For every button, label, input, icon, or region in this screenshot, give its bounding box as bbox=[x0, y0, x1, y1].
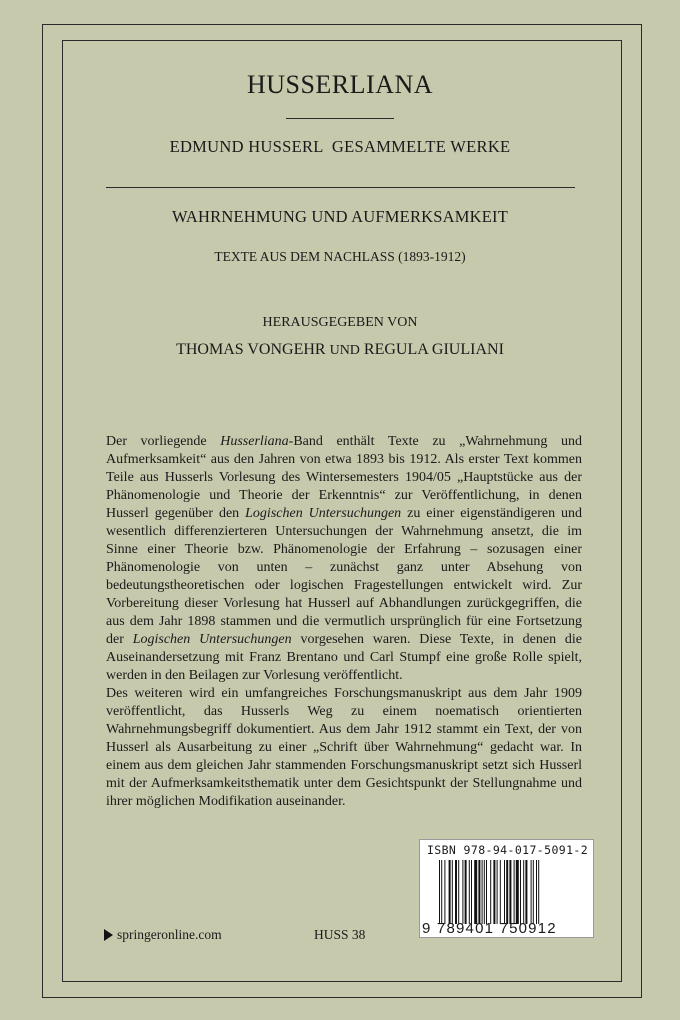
divider-short bbox=[286, 118, 394, 119]
italic-text-run: Logischen Untersuchungen bbox=[132, 632, 292, 647]
description-paragraph-1 bbox=[106, 433, 582, 685]
barcode-bar bbox=[471, 860, 472, 924]
barcode-bar bbox=[490, 860, 491, 924]
website-text: springeronline.com bbox=[117, 927, 222, 942]
barcode-bar bbox=[493, 860, 495, 924]
website-link[interactable] bbox=[104, 927, 222, 943]
barcode-bar bbox=[452, 860, 453, 924]
barcode-bar bbox=[538, 860, 539, 924]
book-title: WAHRNEHMUNG UND AUFMERKSAMKEIT bbox=[171, 207, 508, 226]
barcode-bar bbox=[497, 860, 498, 924]
barcode-bar bbox=[509, 860, 511, 924]
italic-text-run: Husserliana bbox=[220, 434, 289, 449]
barcode-bar bbox=[504, 860, 505, 924]
barcode-bar bbox=[449, 860, 451, 924]
barcode-bar bbox=[536, 860, 537, 924]
barcode-bar bbox=[478, 860, 480, 924]
series-title: HUSSERLIANA bbox=[246, 70, 434, 99]
editors bbox=[0, 341, 680, 359]
collected-works-heading: EDMUND HUSSERL GESAMMELTE WERKE bbox=[169, 137, 511, 156]
barcode-digits: 9 789401 750912 bbox=[422, 920, 557, 937]
barcode-bar bbox=[462, 860, 463, 924]
barcode-bars bbox=[438, 860, 586, 924]
barcode-bar bbox=[474, 860, 477, 924]
editor-conjunction: UND bbox=[329, 343, 360, 358]
edited-by-label: HERAUSGEGEBEN VON bbox=[262, 315, 418, 330]
italic-text-run: Logischen Untersuchungen bbox=[245, 506, 402, 521]
isbn-barcode bbox=[419, 839, 594, 938]
divider-long bbox=[106, 187, 575, 188]
barcode-bar bbox=[441, 860, 442, 924]
barcode-bar bbox=[514, 860, 515, 924]
barcode-bar bbox=[469, 860, 470, 924]
editor-1: THOMAS VONGEHR bbox=[176, 341, 326, 358]
barcode-bar bbox=[523, 860, 524, 924]
barcode-bar bbox=[486, 860, 487, 924]
barcode-bar bbox=[455, 860, 457, 924]
editor-2: REGULA GIULIANI bbox=[363, 341, 504, 358]
barcode-bar bbox=[465, 860, 467, 924]
barcode-bar bbox=[439, 860, 440, 924]
barcode-bar bbox=[506, 860, 508, 924]
book-subtitle: TEXTE AUS DEM NACHLASS (1893-1912) bbox=[214, 249, 466, 264]
barcode-bar bbox=[525, 860, 527, 924]
barcode-bar bbox=[520, 860, 521, 924]
description-paragraph-2: Des weiteren wird ein umfangreiches Forschungsmanuskript aus dem Jahr 1909 veröffentlicht, das Husserls Weg zu einem noematisch orientierten Wahrnehmungsbegriff dokumentiert. Aus dem Jahr 1912 stammt ein Text, der von Husserl als Ausarbeitung zu einer „Schrift über Wahrnehmung“ gedacht war. In einem aus dem gleichen Jahr stammenden Forschungsmanuskript setzt sich Husserl mit der Aufmerksamkeitsthematik unter dem Gesichtspunkt der Stellungnahme und ihrer möglichen Modifikation auseinander. bbox=[106, 686, 582, 809]
barcode-bar bbox=[458, 860, 459, 924]
barcode-bar bbox=[531, 860, 532, 924]
barcode-bar bbox=[533, 860, 534, 924]
arrow-right-icon bbox=[104, 929, 113, 941]
isbn-label: ISBN 978-94-017-5091-2 bbox=[426, 843, 589, 857]
text-run: Der vorliegende bbox=[106, 434, 221, 449]
barcode-bar bbox=[500, 860, 501, 924]
series-code: HUSS 38 bbox=[314, 927, 366, 942]
description-text bbox=[106, 433, 582, 811]
barcode-bar bbox=[482, 860, 483, 924]
text-run: -Band enthält Texte zu „Wahrnehmung und Aufmerksamkeit“ aus den Jahren von etwa 1893 bis 1912. Als erster Text kommen Teile aus Husserls Vorlesung des Wintersemesters 1904/05 „Hauptstücke aus der Phänomenologie und Theorie der Erkenntnis“ zur Veröffentlichung, in denen Husserl gegenüber den bbox=[106, 434, 582, 521]
barcode-bar bbox=[484, 860, 485, 924]
text-run: vorgesehen waren. Diese Texte, in denen die Auseinandersetzung mit Franz Brentano und Carl Stumpf eine große Rolle spielt, werden in den Beilagen zur Vorlesung veröffentlicht. bbox=[106, 632, 582, 683]
text-run: zu einer eigenständigeren und wesentlich differenzierteren Untersuchungen der Wahrnehmung ansetzt, die im Sinne einer Theorie bzw. Phänomenologie der Erfahrung – sozusagen einer Phänomenologie von unten – zunächst ganz unter Absehung von bedeutungstheoretischen oder logischen Fragestellungen entwickelt wird. Zur Vorbereitung dieser Vorlesung hat Husserl auf Abhandlungen zurückgegriffen, die aus dem Jahr 1898 stammen und die vermutlich ursprünglich für eine Fortsetzung der bbox=[106, 506, 583, 647]
barcode-bar bbox=[444, 860, 445, 924]
barcode-bar bbox=[516, 860, 519, 924]
